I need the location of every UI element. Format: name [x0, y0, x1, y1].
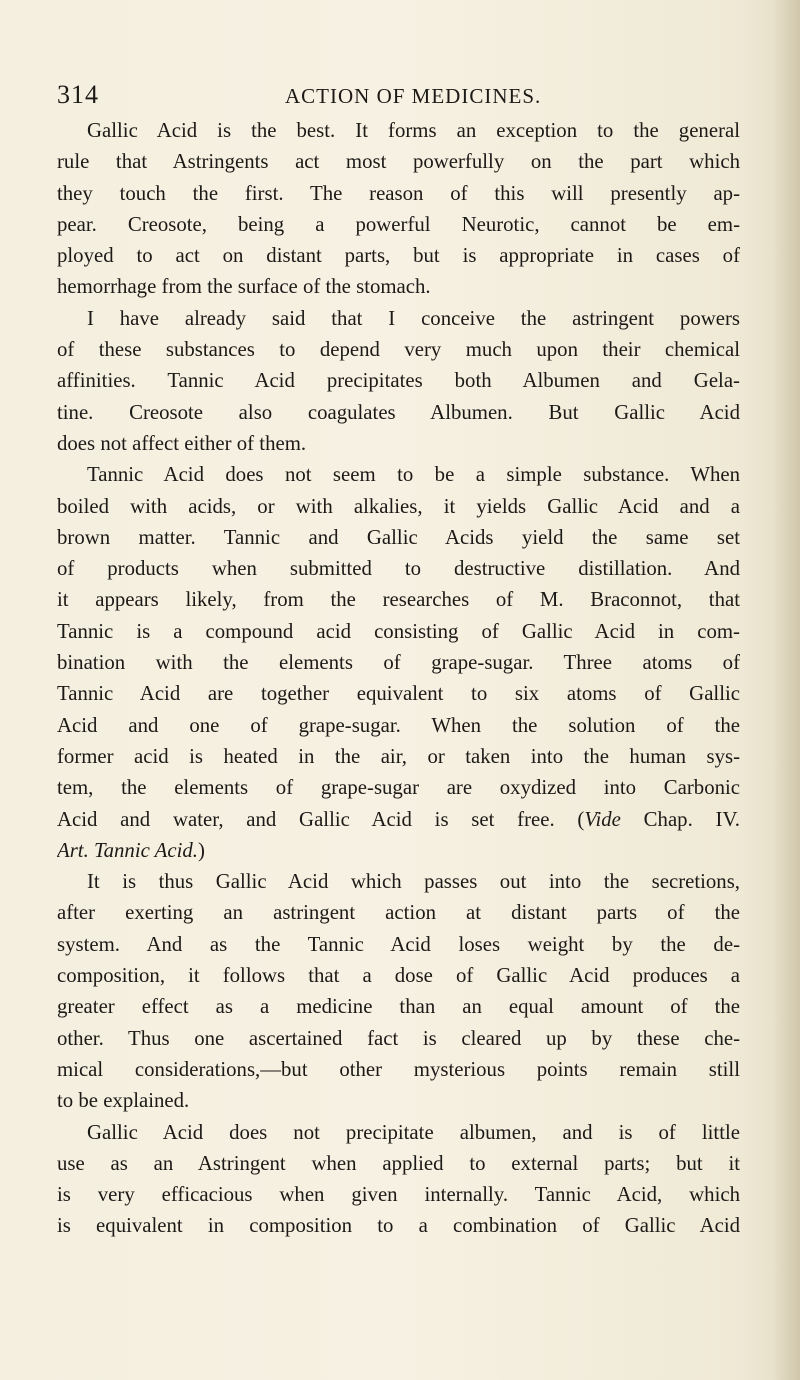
- text-line: Tannic Acid are together equivalent to six atoms of Gallic: [57, 682, 740, 706]
- italic-segment: Vide: [584, 807, 621, 831]
- text-line: they touch the first. The reason of this will presently ap-: [57, 181, 740, 205]
- text-line: greater effect as a medicine than an equal amount of the: [57, 995, 740, 1019]
- text-line: former acid is heated in the air, or taken into the human sys-: [57, 744, 740, 768]
- text-line: is equivalent in composition to a combination of Gallic Acid: [57, 1214, 740, 1238]
- text-line: use as an Astringent when applied to external parts; but it: [57, 1151, 740, 1175]
- body-text: [57, 115, 740, 1242]
- text-line: boiled with acids, or with alkalies, it yields Gallic Acid and a: [57, 494, 740, 518]
- text-line: Acid and one of grape-sugar. When the solution of the: [57, 713, 740, 737]
- italic-segment: Art. Tannic Acid.: [57, 838, 198, 862]
- text-line: mical considerations,—but other mysterious points remain still: [57, 1057, 740, 1081]
- text-line: pear. Creosote, being a powerful Neurotic, cannot be em-: [57, 212, 740, 236]
- text-line: hemorrhage from the surface of the stomach.: [57, 275, 431, 299]
- text-line: rule that Astringents act most powerfully on the part which: [57, 150, 740, 174]
- text-line: it appears likely, from the researches of M. Braconnot, that: [57, 588, 740, 612]
- text-line: after exerting an astringent action at distant parts of the: [57, 901, 740, 925]
- text-line: composition, it follows that a dose of Gallic Acid produces a: [57, 964, 740, 988]
- text-line: Tannic is a compound acid consisting of Gallic Acid in com-: [57, 619, 740, 643]
- text-line: Tannic Acid does not seem to be a simple substance. When: [87, 463, 740, 487]
- text-segment: Chap. IV.: [620, 807, 740, 831]
- text-line: [57, 835, 740, 866]
- text-line: tine. Creosote also coagulates Albumen. But Gallic Acid: [57, 400, 740, 424]
- text-line: other. Thus one ascertained fact is cleared up by these che-: [57, 1026, 740, 1050]
- text-line: to be explained.: [57, 1089, 190, 1113]
- text-line: affinities. Tannic Acid precipitates both Albumen and Gela-: [57, 369, 740, 393]
- text-line: [57, 804, 740, 835]
- text-line: of products when submitted to destructive distillation. And: [57, 557, 740, 581]
- text-line: I have already said that I conceive the astringent powers: [87, 306, 740, 330]
- text-line: ployed to act on distant parts, but is appropriate in cases of: [57, 244, 740, 268]
- text-segment: Acid and water, and Gallic Acid is set free. (: [57, 807, 585, 831]
- text-line: Gallic Acid is the best. It forms an exception to the general: [87, 119, 740, 142]
- page-number: 314: [57, 80, 99, 109]
- text-line: tem, the elements of grape-sugar are oxydized into Carbonic: [57, 776, 740, 800]
- text-line: Gallic Acid does not precipitate albumen, and is of little: [87, 1120, 740, 1144]
- page-header: [57, 80, 737, 114]
- text-line: does not affect either of them.: [57, 431, 307, 455]
- text-line: brown matter. Tannic and Gallic Acids yield the same set: [57, 525, 740, 549]
- text-line: is very efficacious when given internally. Tannic Acid, which: [57, 1183, 740, 1207]
- text-segment: ): [197, 838, 205, 862]
- text-line: It is thus Gallic Acid which passes out into the secretions,: [87, 870, 740, 894]
- page-edge-shadow: [772, 0, 800, 1380]
- text-line: of these substances to depend very much upon their chemical: [57, 338, 740, 362]
- text-line: system. And as the Tannic Acid loses weight by the de-: [57, 932, 740, 956]
- running-head: ACTION OF MEDICINES.: [285, 84, 542, 108]
- text-line: bination with the elements of grape-sugar. Three atoms of: [57, 651, 740, 675]
